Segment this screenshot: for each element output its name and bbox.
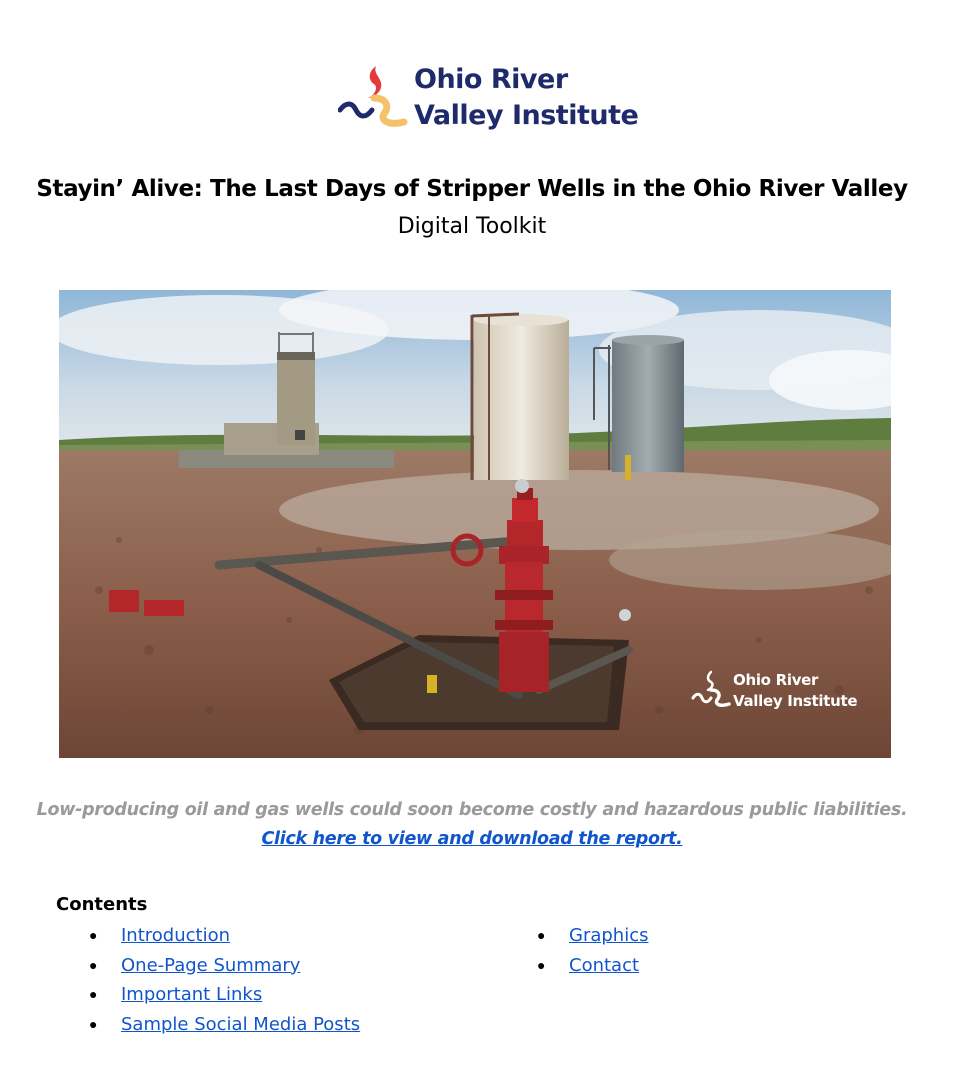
toc-item-introduction <box>89 921 489 951</box>
oil-well-site-photo <box>59 290 891 758</box>
toc-item-important-links <box>89 980 489 1010</box>
page-title: Stayin’ Alive: The Last Days of Stripper Wells in the Ohio River Valley <box>36 176 908 202</box>
toc-item-sample-social-media-posts <box>89 1010 489 1040</box>
logo-wave-icon <box>338 64 410 136</box>
toc-link-introduction[interactable]: Introduction <box>121 925 231 946</box>
logo-text <box>414 62 638 134</box>
photo-caption: Low-producing oil and gas wells could soon become costly and hazardous public liabilities. <box>36 800 908 820</box>
toc-link-important-links[interactable]: Important Links <box>121 984 263 1006</box>
bullet-icon: ● <box>537 927 546 943</box>
photo-watermark <box>691 670 891 720</box>
bullet-icon: ● <box>89 956 98 973</box>
toc-item-graphics <box>537 921 917 951</box>
toc-link-contact[interactable]: Contact <box>569 954 640 976</box>
watermark-text <box>733 670 857 712</box>
toc-link-graphics[interactable]: Graphics <box>569 925 649 946</box>
logo-line-1: Ohio River <box>414 64 568 95</box>
toc-link-one-page-summary[interactable]: One-Page Summary <box>121 954 301 976</box>
bullet-icon: ● <box>89 927 98 943</box>
toc-item-contact <box>537 951 917 981</box>
contents-list-right <box>537 921 917 980</box>
logo-line-2: Valley Institute <box>414 100 639 131</box>
contents-list-left <box>89 921 489 1040</box>
watermark-logo-icon <box>691 670 731 710</box>
bullet-icon: ● <box>89 1016 98 1033</box>
toc-link-sample-social-media-posts[interactable]: Sample Social Media Posts <box>121 1014 361 1036</box>
contents-heading: Contents <box>56 894 148 915</box>
bullet-icon: ● <box>89 986 98 1003</box>
watermark-line-1: Ohio River <box>733 671 819 689</box>
page-subtitle: Digital Toolkit <box>397 214 547 239</box>
ohio-river-valley-institute-logo <box>338 60 639 140</box>
report-download-link[interactable]: Click here to view and download the report. <box>261 829 683 849</box>
toc-item-one-page-summary <box>89 951 489 981</box>
bullet-icon: ● <box>537 956 546 973</box>
watermark-line-2: Valley Institute <box>733 692 858 710</box>
